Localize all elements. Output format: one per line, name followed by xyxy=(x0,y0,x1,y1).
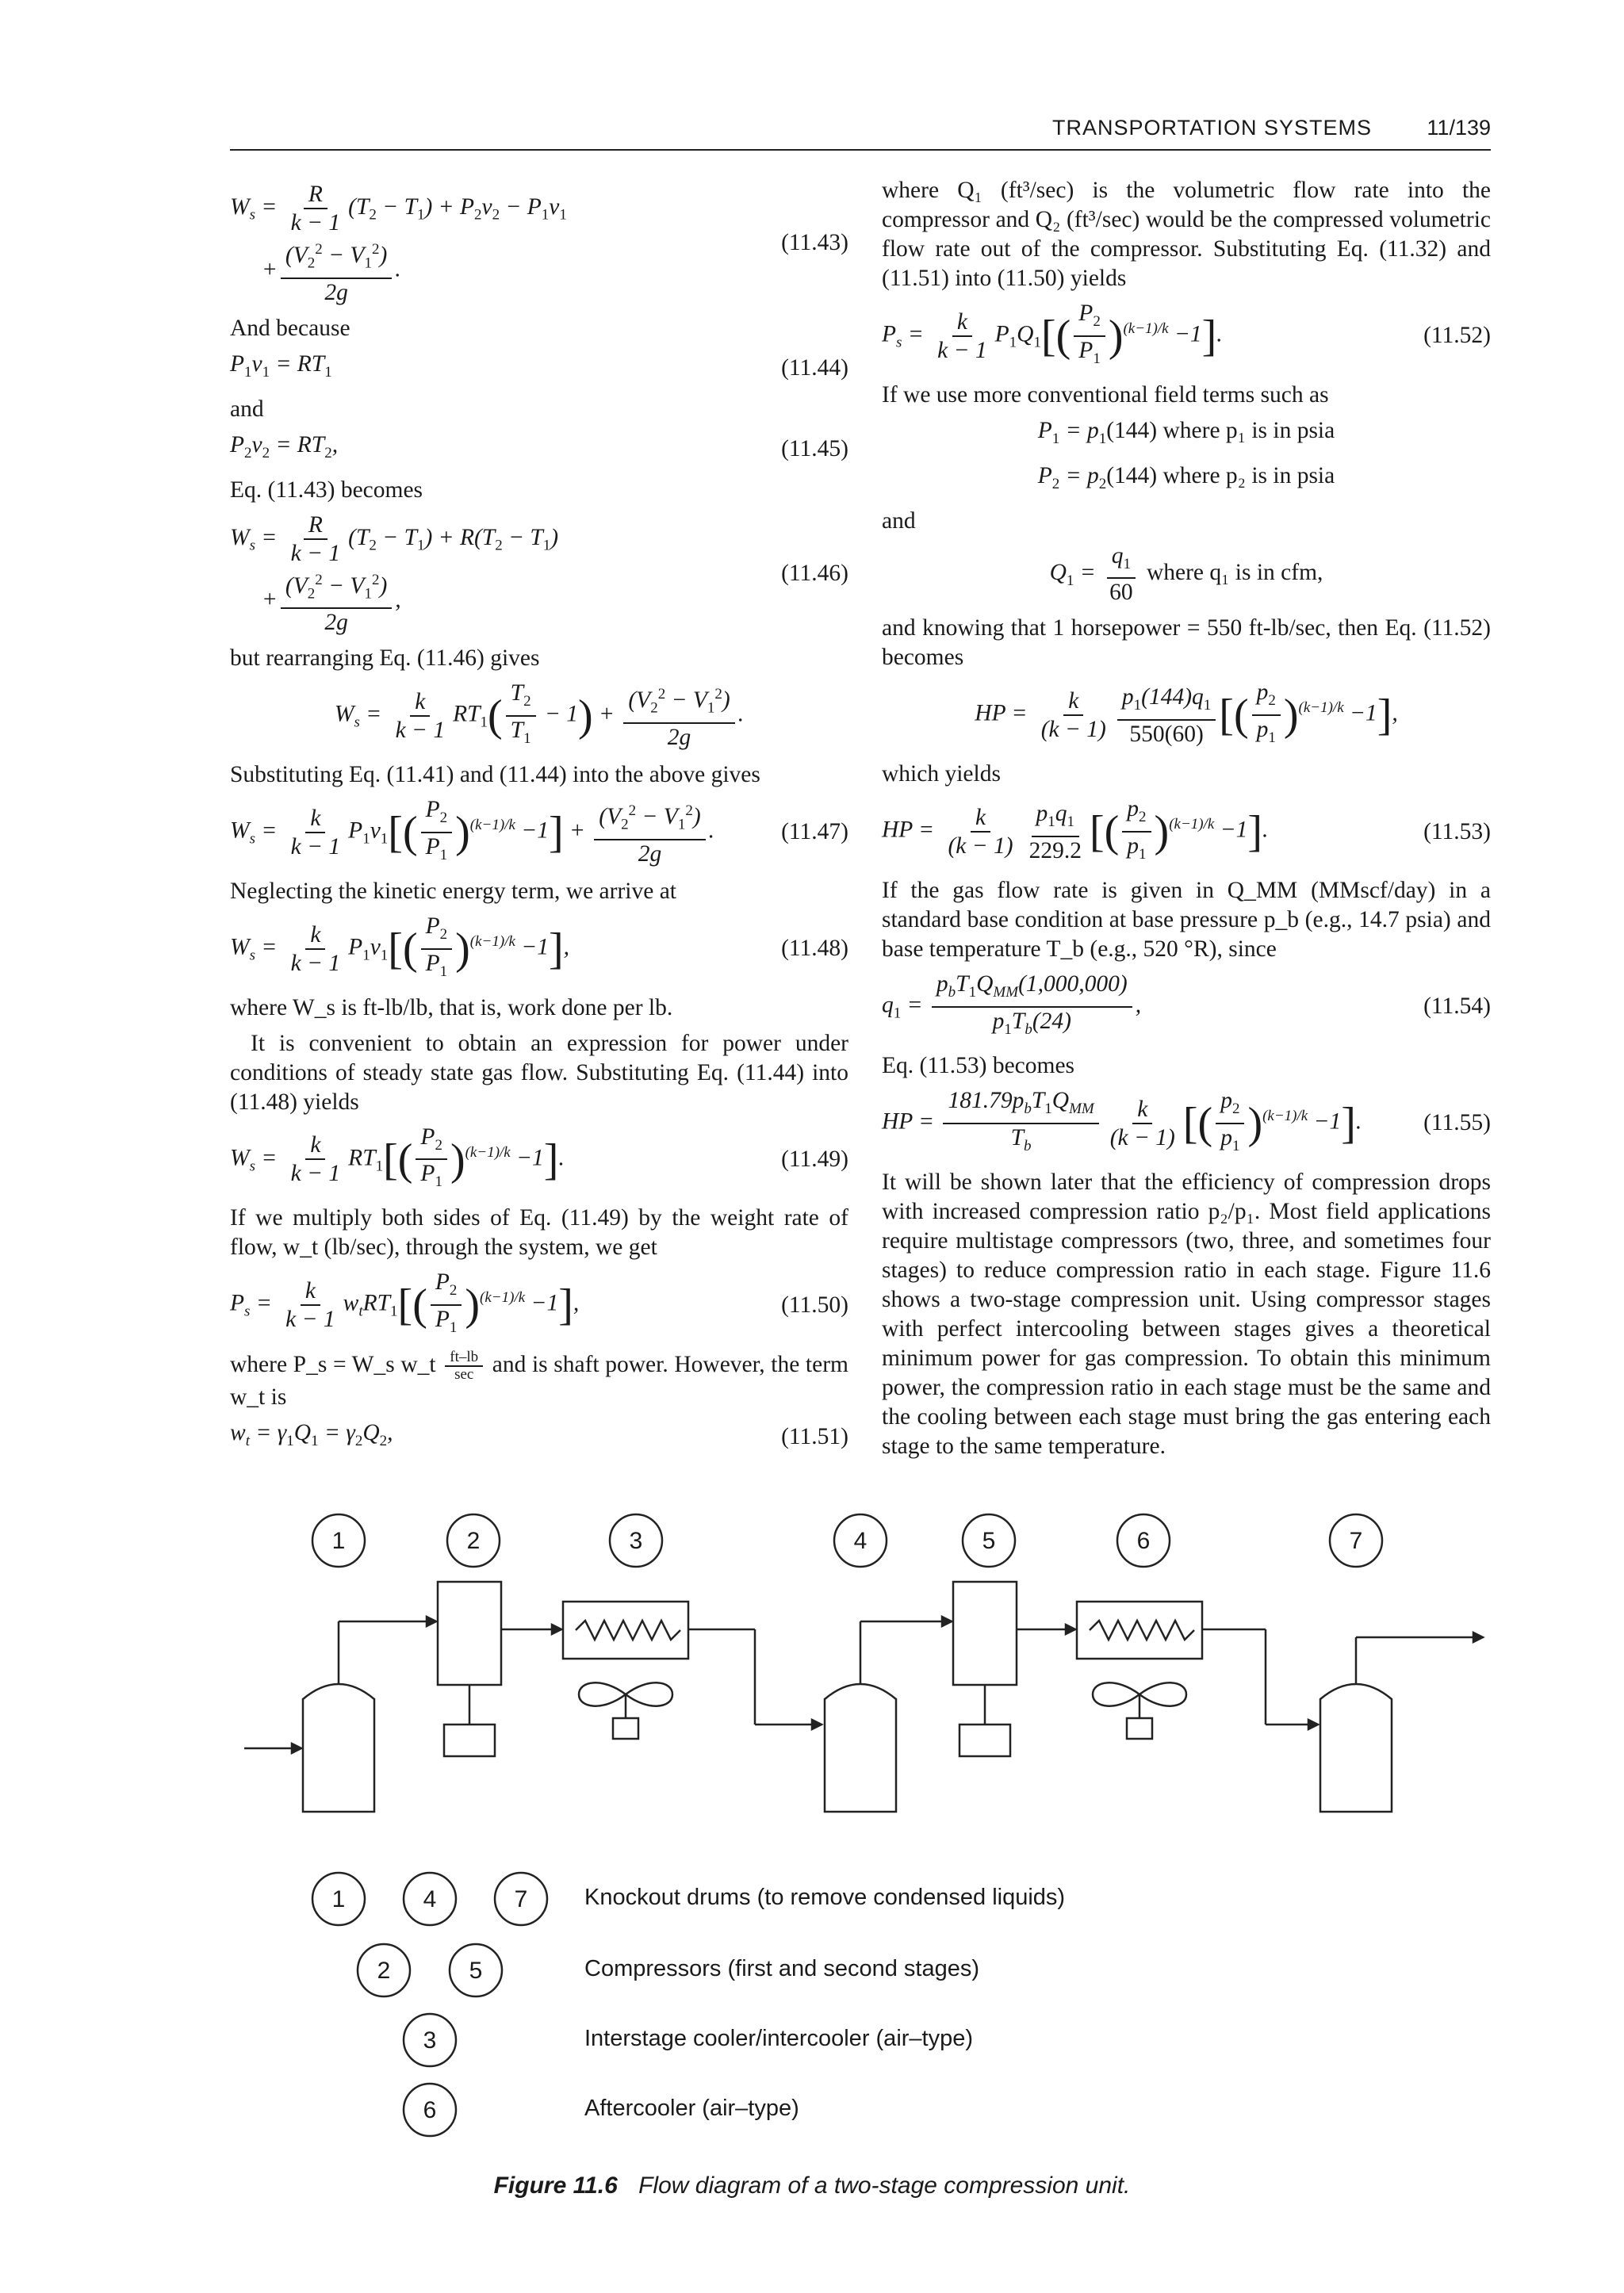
text-where-q: where Q₁ (ft³/sec) is the volumetric flow rate into the compressor and Q₂ (ft³/sec) would be the compressed volumetric flow rate out of the compressor. Substituting Eq. (11.32) and (11.51) into (11.50) yields xyxy=(882,178,1491,291)
running-head: TRANSPORTATION SYSTEMS xyxy=(1051,116,1372,140)
equation-hp-1: HP = $\frac{k}{(k - 1)}$ $\frac{p_1(144)q_1}{550(60)}$ [( $\frac{p_2}{p_1}$ )$^{(k-1)/k}$ −1], xyxy=(975,679,1398,747)
text-p2-where: where p₂ is in psia xyxy=(1162,462,1335,488)
knockout-drum-3 xyxy=(1320,1684,1392,1812)
text-substituting: Substituting Eq. (11.41) and (11.44) into the above gives xyxy=(230,762,760,787)
unit-fraction-num: ft–lb xyxy=(445,1349,483,1367)
arrowhead xyxy=(427,1617,436,1626)
top-label: 5 xyxy=(982,1528,996,1554)
text-and-because: And because xyxy=(230,315,350,341)
text-neglecting: Neglecting the kinetic energy term, we arrive at xyxy=(230,878,676,904)
legend-number: 2 xyxy=(377,1958,391,1984)
intercooler xyxy=(563,1602,688,1659)
text-and-2: and xyxy=(882,507,916,534)
equation-11-47: $W_s$ = $\frac{k}{k - 1}$ $P_1v_1$[( $\frac{P_2}{P_1}$ )$^{(k-1)/k}$ −1] + $\frac{(V_2^2 - V_1^2)}{2g}$ . (11.47) xyxy=(230,797,848,867)
text-conventional: If we use more conventional field terms such as xyxy=(882,381,1329,408)
arrowhead xyxy=(1066,1625,1075,1634)
text-becomes: Eq. (11.43) becomes xyxy=(230,477,423,503)
driver-2 xyxy=(959,1725,1010,1756)
equation-11-46: $W_s$ = $\frac{R}{k - 1}$ $(T_2 - T_1) + R(T_2 - T_1)$ + $\frac{(V_2^2 - V_1^2)}{2g}$ , (11.46) xyxy=(230,511,848,636)
equation-11-48: $W_s$ = $\frac{k}{k - 1}$ $P_1v_1$[( $\frac{P_2}{P_1}$ )$^{(k-1)/k}$ −1], (11.48) xyxy=(230,913,848,980)
cooler-coil xyxy=(1090,1621,1194,1640)
top-label: 1 xyxy=(331,1528,346,1554)
compressor-1 xyxy=(438,1582,501,1685)
arrowhead xyxy=(552,1625,561,1634)
equation-11-44: $P_1v_1 = RT_1$ (11.44) xyxy=(230,350,848,387)
legend-number: 1 xyxy=(331,1886,346,1912)
legend-number: 7 xyxy=(514,1886,528,1912)
driver-1 xyxy=(444,1725,495,1756)
outlet-arrowhead xyxy=(1473,1633,1483,1642)
equation-number: (11.47) xyxy=(781,819,848,845)
page-number: 11/139 xyxy=(1427,116,1491,140)
text-where-ps-a: where P_s = W_s w_t xyxy=(230,1351,436,1377)
legend-number: 3 xyxy=(423,2027,437,2054)
equation-number: (11.48) xyxy=(781,936,848,962)
equation-number: (11.49) xyxy=(781,1146,848,1172)
legend-aftercooler: Aftercooler (air–type) xyxy=(584,2096,799,2121)
cooler-coil xyxy=(576,1621,680,1640)
compressor-2 xyxy=(953,1582,1017,1685)
text-q1-where: where q₁ is in cfm, xyxy=(1146,559,1323,585)
text-shown-later: It will be shown later that the efficiency of compression drops with increased compression ratio p₂/p₁. Most field applications require multistage compressors (two, three, and sometimes four stages) to reduce compression ratio in each stage. Figure 11.6 shows a two-stage compression unit. Using compressor stages with perfect intercooling between stages gives a theoretical minimum power for gas compression. To obtain this minimum power, the compression ratio in each stage must be the same and the cooling between each stage must bring the gas entering each stage to the same temperature. xyxy=(882,1169,1491,1459)
equation-number: (11.55) xyxy=(1423,1110,1491,1136)
text-which-yields: which yields xyxy=(882,761,1001,787)
unit-fraction xyxy=(445,1349,483,1383)
equation-number: (11.53) xyxy=(1423,818,1491,844)
equation-11-43 xyxy=(230,181,848,306)
equation-number: (11.44) xyxy=(781,354,848,381)
unit-fraction-den: sec xyxy=(454,1366,474,1384)
equation-number: (11.52) xyxy=(1423,323,1491,349)
figure-11-6 xyxy=(230,1510,1491,2145)
equation-11-50: $P_s$ = $\frac{k}{k - 1}$ $w_tRT_1$[( $\frac{P_2}{P_1}$ )$^{(k-1)/k}$ −1], (11.50) xyxy=(230,1269,848,1337)
legend-number: 5 xyxy=(469,1958,483,1984)
arrowhead xyxy=(942,1617,952,1626)
equation-p1: $P_1 = p_1(144)$ where p₁ is in psia xyxy=(1037,417,1335,447)
equation-number: (11.51) xyxy=(781,1424,848,1450)
arrowhead xyxy=(1308,1720,1318,1729)
legend-knockout-drums: Knockout drums (to remove condensed liquids) xyxy=(584,1885,1066,1910)
left-column xyxy=(230,176,848,1464)
text-convenient: It is convenient to obtain an expression for power under conditions of steady state gas flow. Substituting Eq. (11.44) into (11.48) yields xyxy=(230,1030,848,1115)
page-header xyxy=(230,111,1491,151)
legend-compressors: Compressors (first and second stages) xyxy=(584,1956,980,1981)
equation-11-45: $P_2v_2 = RT_2$, (11.45) xyxy=(230,431,848,468)
aftercooler xyxy=(1077,1602,1202,1659)
top-label: 7 xyxy=(1349,1528,1363,1554)
equation-number: (11.45) xyxy=(781,435,848,461)
text-and: and xyxy=(230,396,264,422)
equation-number: (11.54) xyxy=(1423,993,1491,1020)
equation-q1: $Q_1$ = $\frac{q_1}{60}$ where q₁ is in cfm, xyxy=(1049,542,1323,606)
figure-caption-text: Flow diagram of a two-stage compression unit. xyxy=(638,2172,1131,2199)
text-where-ps xyxy=(230,1349,848,1412)
equation-unnumbered: $W_s$ = $\frac{k}{k - 1}$ $RT_1$( $\frac{T_2}{T_1}$ − 1) + $\frac{(V_2^2 - V_1^2)}{2g}$ . xyxy=(334,680,745,750)
text-multiply: If we multiply both sides of Eq. (11.49) by the weight rate of flow, w_t (lb/sec), through the system, we get xyxy=(230,1205,848,1261)
fan-motor xyxy=(613,1718,638,1739)
figure-caption xyxy=(0,2172,1624,2199)
text-becomes-53: Eq. (11.53) becomes xyxy=(882,1052,1075,1078)
equation-11-53: HP = $\frac{k}{(k - 1)}$ $\frac{p_1q_1}{229.2}$ [( $\frac{p_2}{p_1}$ )$^{(k-1)/k}$ −1]. (11.53) xyxy=(882,796,1491,863)
knockout-drum-2 xyxy=(825,1684,896,1812)
equation-number: (11.43) xyxy=(781,230,848,256)
equation-p2: $P_2 = p_2(144)$ where p₂ is in psia xyxy=(1037,462,1335,492)
text-if-gas: If the gas flow rate is given in Q_MM (MMscf/day) in a standard base condition at base pressure p_b (e.g., 14.7 psia) and base temperature T_b (e.g., 520 °R), since xyxy=(882,878,1491,963)
equation-11-49: $W_s$ = $\frac{k}{k - 1}$ $RT_1$[( $\frac{P_2}{P_1}$ )$^{(k-1)/k}$ −1]. (11.49) xyxy=(230,1124,848,1191)
knockout-drum-1 xyxy=(303,1684,374,1812)
equation-11-51: $w_t = \gamma_1Q_1 = \gamma_2Q_2$, (11.51) xyxy=(230,1418,848,1456)
text-where-ps-b: and is shaft power. However, the term w_t is xyxy=(230,1351,848,1411)
equation-11-52: $P_s$ = $\frac{k}{k - 1}$ $P_1Q_1$[( $\frac{P_2}{P_1}$ )$^{(k-1)/k}$ −1]. (11.52) xyxy=(882,301,1491,367)
equation-number: (11.46) xyxy=(781,560,848,586)
fan-motor xyxy=(1127,1718,1152,1739)
arrowhead xyxy=(812,1720,822,1729)
top-label: 6 xyxy=(1136,1528,1151,1554)
top-label: 4 xyxy=(853,1528,868,1554)
legend-intercooler: Interstage cooler/intercooler (air–type) xyxy=(584,2026,974,2051)
equation-body: $W_s$ = $\frac{R}{k - 1}$ $(T_2 - T_1) + P_2v_2 - P_1v_1$ + $\frac{(V_2^2 - V_1^2)}{2g}$ . xyxy=(230,182,567,305)
equation-11-55: HP = $\frac{181.79p_bT_1Q_{MM}}{T_b}$ $\frac{k}{(k - 1)}$ [( $\frac{p_2}{p_1}$ )$^{(k-1)/k}$ −1]. (11.55) xyxy=(882,1087,1491,1154)
equation-number: (11.50) xyxy=(781,1292,848,1318)
top-label: 2 xyxy=(466,1528,481,1554)
legend-number: 6 xyxy=(423,2097,437,2123)
inlet-arrowhead xyxy=(292,1744,301,1753)
top-label: 3 xyxy=(629,1528,643,1554)
text-where-ws: where W_s is ft-lb/lb, that is, work done per lb. xyxy=(230,994,673,1020)
text-p1-where: where p₁ is in psia xyxy=(1162,417,1335,443)
text-knowing: and knowing that 1 horsepower = 550 ft-lb/sec, then Eq. (11.52) becomes xyxy=(882,615,1491,671)
figure-number: Figure 11.6 xyxy=(493,2172,618,2199)
equation-11-54: $q_1$ = $\frac{p_bT_1Q_{MM}(1,000,000)}{p_1T_b(24)}$ , (11.54) xyxy=(882,971,1491,1038)
right-column xyxy=(882,176,1491,1468)
legend-number: 4 xyxy=(423,1886,437,1912)
text-rearranging: but rearranging Eq. (11.46) gives xyxy=(230,645,540,672)
